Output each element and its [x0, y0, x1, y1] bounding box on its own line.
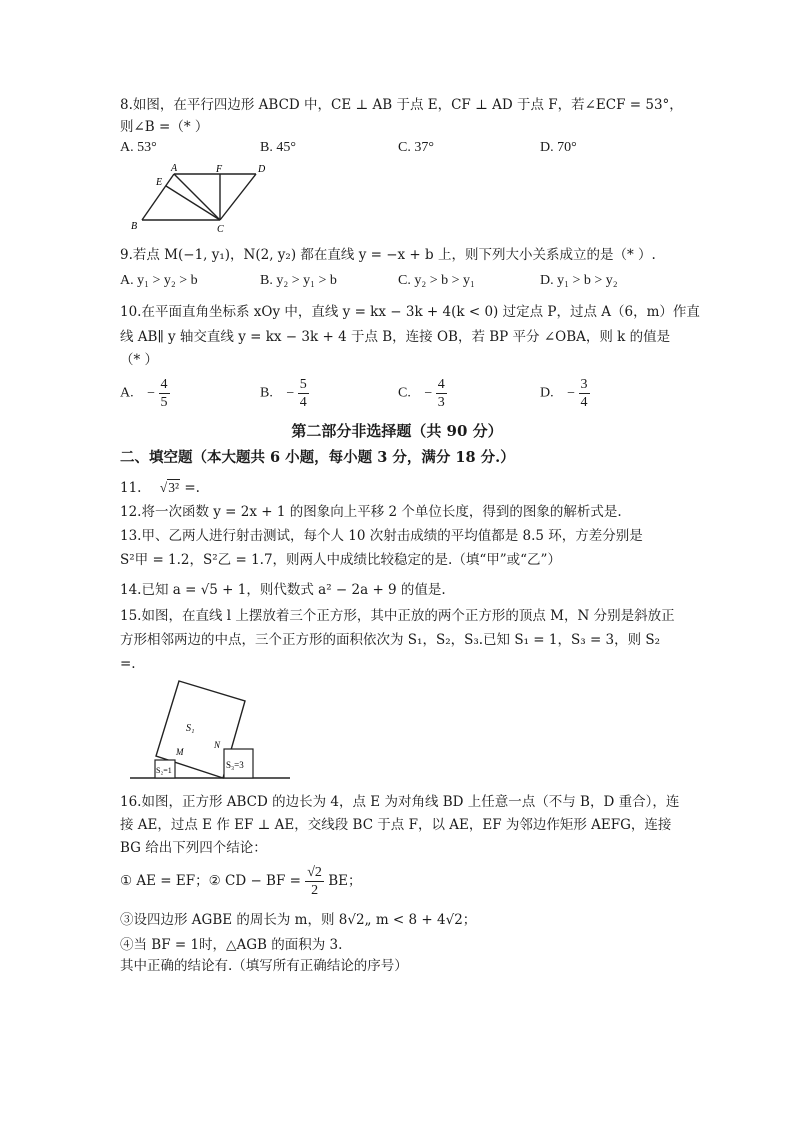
- q8-label-c: C: [217, 224, 224, 234]
- q16-conclusion-2-tail: BE；: [328, 873, 362, 889]
- q15-stem-line2: 方形相邻两边的中点，三个正方形的面积依次为 S₁，S₂，S₃.已知 S₁ = 1，S₃ = 3，则 S₂: [120, 632, 661, 648]
- q10-option-b-fraction: [298, 376, 309, 411]
- q8-stem-line2: 则∠B =（* ）: [120, 119, 209, 135]
- part2-heading: 第二部分非选择题（共 90 分）: [291, 422, 503, 440]
- q8-diagonal-ac: [174, 174, 220, 220]
- q10-option-c: [398, 376, 447, 411]
- q10-option-d-sign: −: [567, 385, 576, 401]
- q10-option-c-numerator: 4: [437, 377, 445, 392]
- q8-option-c: C. 37°: [398, 140, 434, 155]
- q15-stem-line3: =.: [120, 656, 136, 672]
- q10-option-a-fraction: [159, 376, 170, 411]
- q16-conclusion-4: ④当 BF = 1时，△AGB 的面积为 3.: [120, 937, 343, 953]
- q11-radicand: 3²: [168, 480, 180, 495]
- q14-stem: 14.已知 a = √5 + 1，则代数式 a² − 2a + 9 的值是.: [120, 582, 446, 598]
- q8-segment-ce: [166, 186, 220, 220]
- q10-option-d: [540, 376, 590, 411]
- q15-label-s2: S₂=1: [156, 766, 172, 775]
- q10-option-d-fraction: [579, 376, 590, 411]
- q9-option-c: C. y₂ > b > y₁: [398, 273, 475, 288]
- q10-stem-line3: （* ）: [120, 352, 159, 368]
- q8-parallelogram-figure: [128, 162, 278, 234]
- q10-option-b-sign: −: [286, 385, 295, 401]
- q13-stem-line1: 13.甲、乙两人进行射击测试，每个人 10 次射击成绩的平均值都是 8.5 环，方差分别是: [120, 528, 643, 544]
- q10-option-d-label: D.: [540, 385, 554, 401]
- q11-number: 11.: [120, 480, 142, 496]
- q10-option-b-denominator: 4: [299, 395, 307, 410]
- q10-option-a-sign: −: [147, 385, 156, 401]
- q13-stem-line2: S²甲 = 1.2，S²乙 = 1.7，则两人中成绩比较稳定的是.（填“甲”或“乙”）: [120, 552, 561, 568]
- q8-label-e: E: [156, 177, 163, 188]
- q8-option-d: D. 70°: [540, 140, 577, 155]
- q8-stem-line1: 8.如图，在平行四边形 ABCD 中，CE ⊥ AB 于点 E，CF ⊥ AD 于点 F，若∠ECF = 53°，: [120, 97, 683, 113]
- q8-label-f: F: [216, 164, 223, 175]
- q16-fraction: [305, 864, 324, 899]
- q8-option-a: A. 53°: [120, 140, 157, 155]
- q10-option-a: [120, 376, 170, 411]
- q16-fraction-denominator: 2: [311, 883, 319, 898]
- q9-option-a: A. y₁ > y₂ > b: [120, 273, 198, 288]
- q8-label-b: B: [131, 221, 138, 232]
- q10-option-a-label: A.: [120, 385, 134, 401]
- q9-stem: 9.若点 M(−1, y₁)，N(2, y₂) 都在直线 y = −x + b 上，则下列大小关系成立的是（* ）.: [120, 247, 656, 263]
- q10-option-d-denominator: 4: [580, 395, 588, 410]
- q12-stem: 12.将一次函数 y = 2x + 1 的图象向上平移 2 个单位长度，得到的图象的解析式是.: [120, 504, 622, 520]
- q10-stem-line2: 线 AB∥ y 轴交直线 y = kx − 3k + 4 于点 B，连接 OB，若 BP 平分 ∠OBA，则 k 的值是: [120, 329, 671, 345]
- q15-stem-line1: 15.如图，在直线 l 上摆放着三个正方形，其中正放的两个正方形的顶点 M，N 分别是斜放正: [120, 608, 675, 624]
- q16-conclusion-1-2-text: ① AE = EF；② CD − BF =: [120, 873, 301, 889]
- q16-stem-line3: BG 给出下列四个结论：: [120, 840, 267, 856]
- q11-radical: √3²: [159, 480, 180, 495]
- q10-option-a-numerator: 4: [160, 377, 168, 392]
- q10-stem-line1: 10.在平面直角坐标系 xOy 中，直线 y = kx − 3k + 4(k < 0) 过定点 P，过点 A（6，m）作直: [120, 304, 700, 320]
- q15-squares-figure: [128, 676, 293, 786]
- q15-label-s3: S₃=3: [226, 760, 244, 770]
- q16-conclusion-3: ③设四边形 AGBE 的周长为 m，则 8√2„ m < 8 + 4√2；: [120, 912, 477, 928]
- q10-option-c-sign: −: [424, 385, 433, 401]
- q15-label-m: M: [176, 747, 184, 757]
- q11-suffix: =.: [184, 480, 200, 496]
- q16-closing: 其中正确的结论有.（填写所有正确结论的序号）: [120, 958, 408, 974]
- q8-label-a: A: [171, 163, 178, 174]
- section-fill-in-title: 二、填空题（本大题共 6 小题，每小题 3 分，满分 18 分.）: [120, 449, 515, 466]
- q8-side-dc: [220, 174, 256, 220]
- q10-option-b-label: B.: [260, 385, 273, 401]
- q10-option-a-denominator: 5: [160, 395, 168, 410]
- q16-conclusions-1-2: [120, 864, 362, 899]
- q10-option-d-numerator: 3: [580, 377, 588, 392]
- q11-stem: [120, 478, 200, 498]
- q10-option-c-denominator: 3: [437, 395, 445, 410]
- q9-option-b: B. y₂ > y₁ > b: [260, 273, 337, 288]
- q16-stem-line1: 16.如图，正方形 ABCD 的边长为 4，点 E 为对角线 BD 上任意一点（不与 B，D 重合），连: [120, 794, 680, 810]
- q10-option-b: [260, 376, 309, 411]
- q15-label-s1: S₁: [186, 723, 195, 734]
- q10-option-c-fraction: [436, 376, 447, 411]
- q8-option-b: B. 45°: [260, 140, 296, 155]
- q16-fraction-numerator: √2: [307, 865, 322, 880]
- q15-label-n: N: [214, 740, 221, 750]
- q9-option-d: D. y₁ > b > y₂: [540, 273, 618, 288]
- q10-option-b-numerator: 5: [299, 377, 307, 392]
- q10-option-c-label: C.: [398, 385, 411, 401]
- q16-stem-line2: 接 AE，过点 E 作 EF ⊥ AE，交线段 BC 于点 F，以 AE，EF 为邻边作矩形 AEFG，连接: [120, 817, 672, 833]
- q8-label-d: D: [258, 164, 266, 175]
